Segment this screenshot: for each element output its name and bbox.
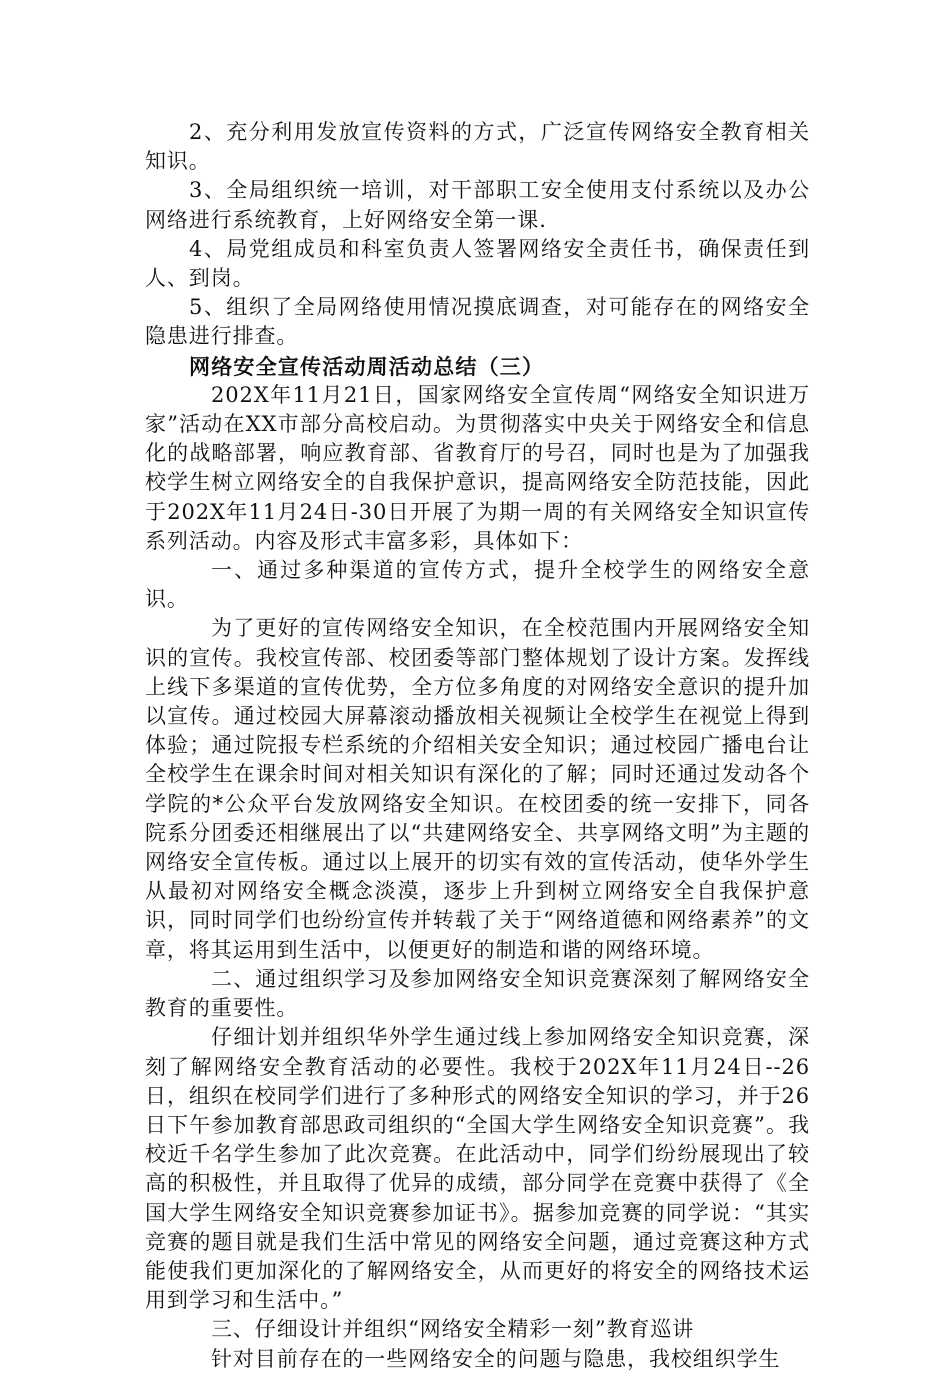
subheading-three: 三、仔细设计并组织“网络安全精彩一刻”教育巡讲 [211,1317,695,1342]
paragraph-item-5: 5、组织了全局网络使用情况摸底调查，对可能存在的网络安全隐患进行排查。 [145,295,810,349]
body-paragraph-two: 仔细计划并组织华外学生通过线上参加网络安全知识竞赛，深刻了解网络安全教育活动的必要性。我校于202X年11月24日--26日，组织在校同学们进行了多种形式的网络安全知识的学习，并于26日下午参加教育部思政司组织的“全国大学生网络安全知识竞赛”。我校近千名学生参加了此次竞赛。在此活动中，同学们纷纷展现出了较高的积极性，并且取得了优异的成绩，部分同学在竞赛中获得了《全国大学生网络安全知识竞赛参加证书》。据参加竞赛的同学说：“其实竞赛的题目就是我们生活中常见的网络安全问题，通过竞赛这种方式能使我们更加深化的了解网络安全，从而更好的将安全的网络技术运用到学习和生活中。” [145,1025,810,1313]
paragraph-item-4: 4、局党组成员和科室负责人签署网络安全责任书，确保责任到人、到岗。 [145,236,810,291]
paragraph-item-2: 2、充分利用发放宣传资料的方式，广泛宣传网络安全教育相关知识。 [145,120,810,174]
subheading-two: 二、通过组织学习及参加网络安全知识竞赛深刻了解网络安全教育的重要性。 [145,966,810,1021]
body-paragraph-three: 针对目前存在的一些网络安全的问题与隐患，我校组织学生 [211,1346,781,1371]
section-heading: 网络安全宣传活动周活动总结（三） [189,353,545,379]
subheading-one: 一、通过多种渠道的宣传方式，提升全校学生的网络安全意识。 [145,558,810,612]
paragraph-item-3: 3、全局组织统一培训，对干部职工安全使用支付系统以及办公网络进行系统教育，上好网络安全第一课. [145,178,810,232]
body-paragraph-one: 为了更好的宣传网络安全知识，在全校范围内开展网络安全知识的宣传。我校宣传部、校团委等部门整体规划了设计方案。发挥线上线下多渠道的宣传优势，全方位多角度的对网络安全意识的提升加以宣传。通过校园大屏幕滚动播放相关视频让全校学生在视觉上得到体验；通过院报专栏系统的介绍相关安全知识；通过校园广播电台让全校学生在课余时间对相关知识有深化的了解；同时还通过发动各个学院的*公众平台发放网络安全知识。在校团委的统一安排下，同各院系分团委还相继展出了以“共建网络安全、共享网络文明”为主题的网络安全宣传板。通过以上展开的切实有效的宣传活动，使华外学生从最初对网络安全概念淡漠，逐步上升到树立网络安全自我保护意识，同时同学们也纷纷宣传并转载了关于“网络道德和网络素养”的文章，将其运用到生活中，以便更好的制造和谐的网络环境。 [145,616,810,962]
document-body [145,118,810,1374]
intro-paragraph: 202X年11月21日，国家网络安全宣传周“网络安全知识进万家”活动在XX市部分高校启动。为贯彻落实中央关于网络安全和信息化的战略部署，响应教育部、省教育厅的号召，同时也是为了加强我校学生树立网络安全的自我保护意识，提高网络安全防范技能，因此于202X年11月24日-30日开展了为期一周的有关网络安全知识宣传系列活动。内容及形式丰富多彩，具体如下： [145,382,810,553]
